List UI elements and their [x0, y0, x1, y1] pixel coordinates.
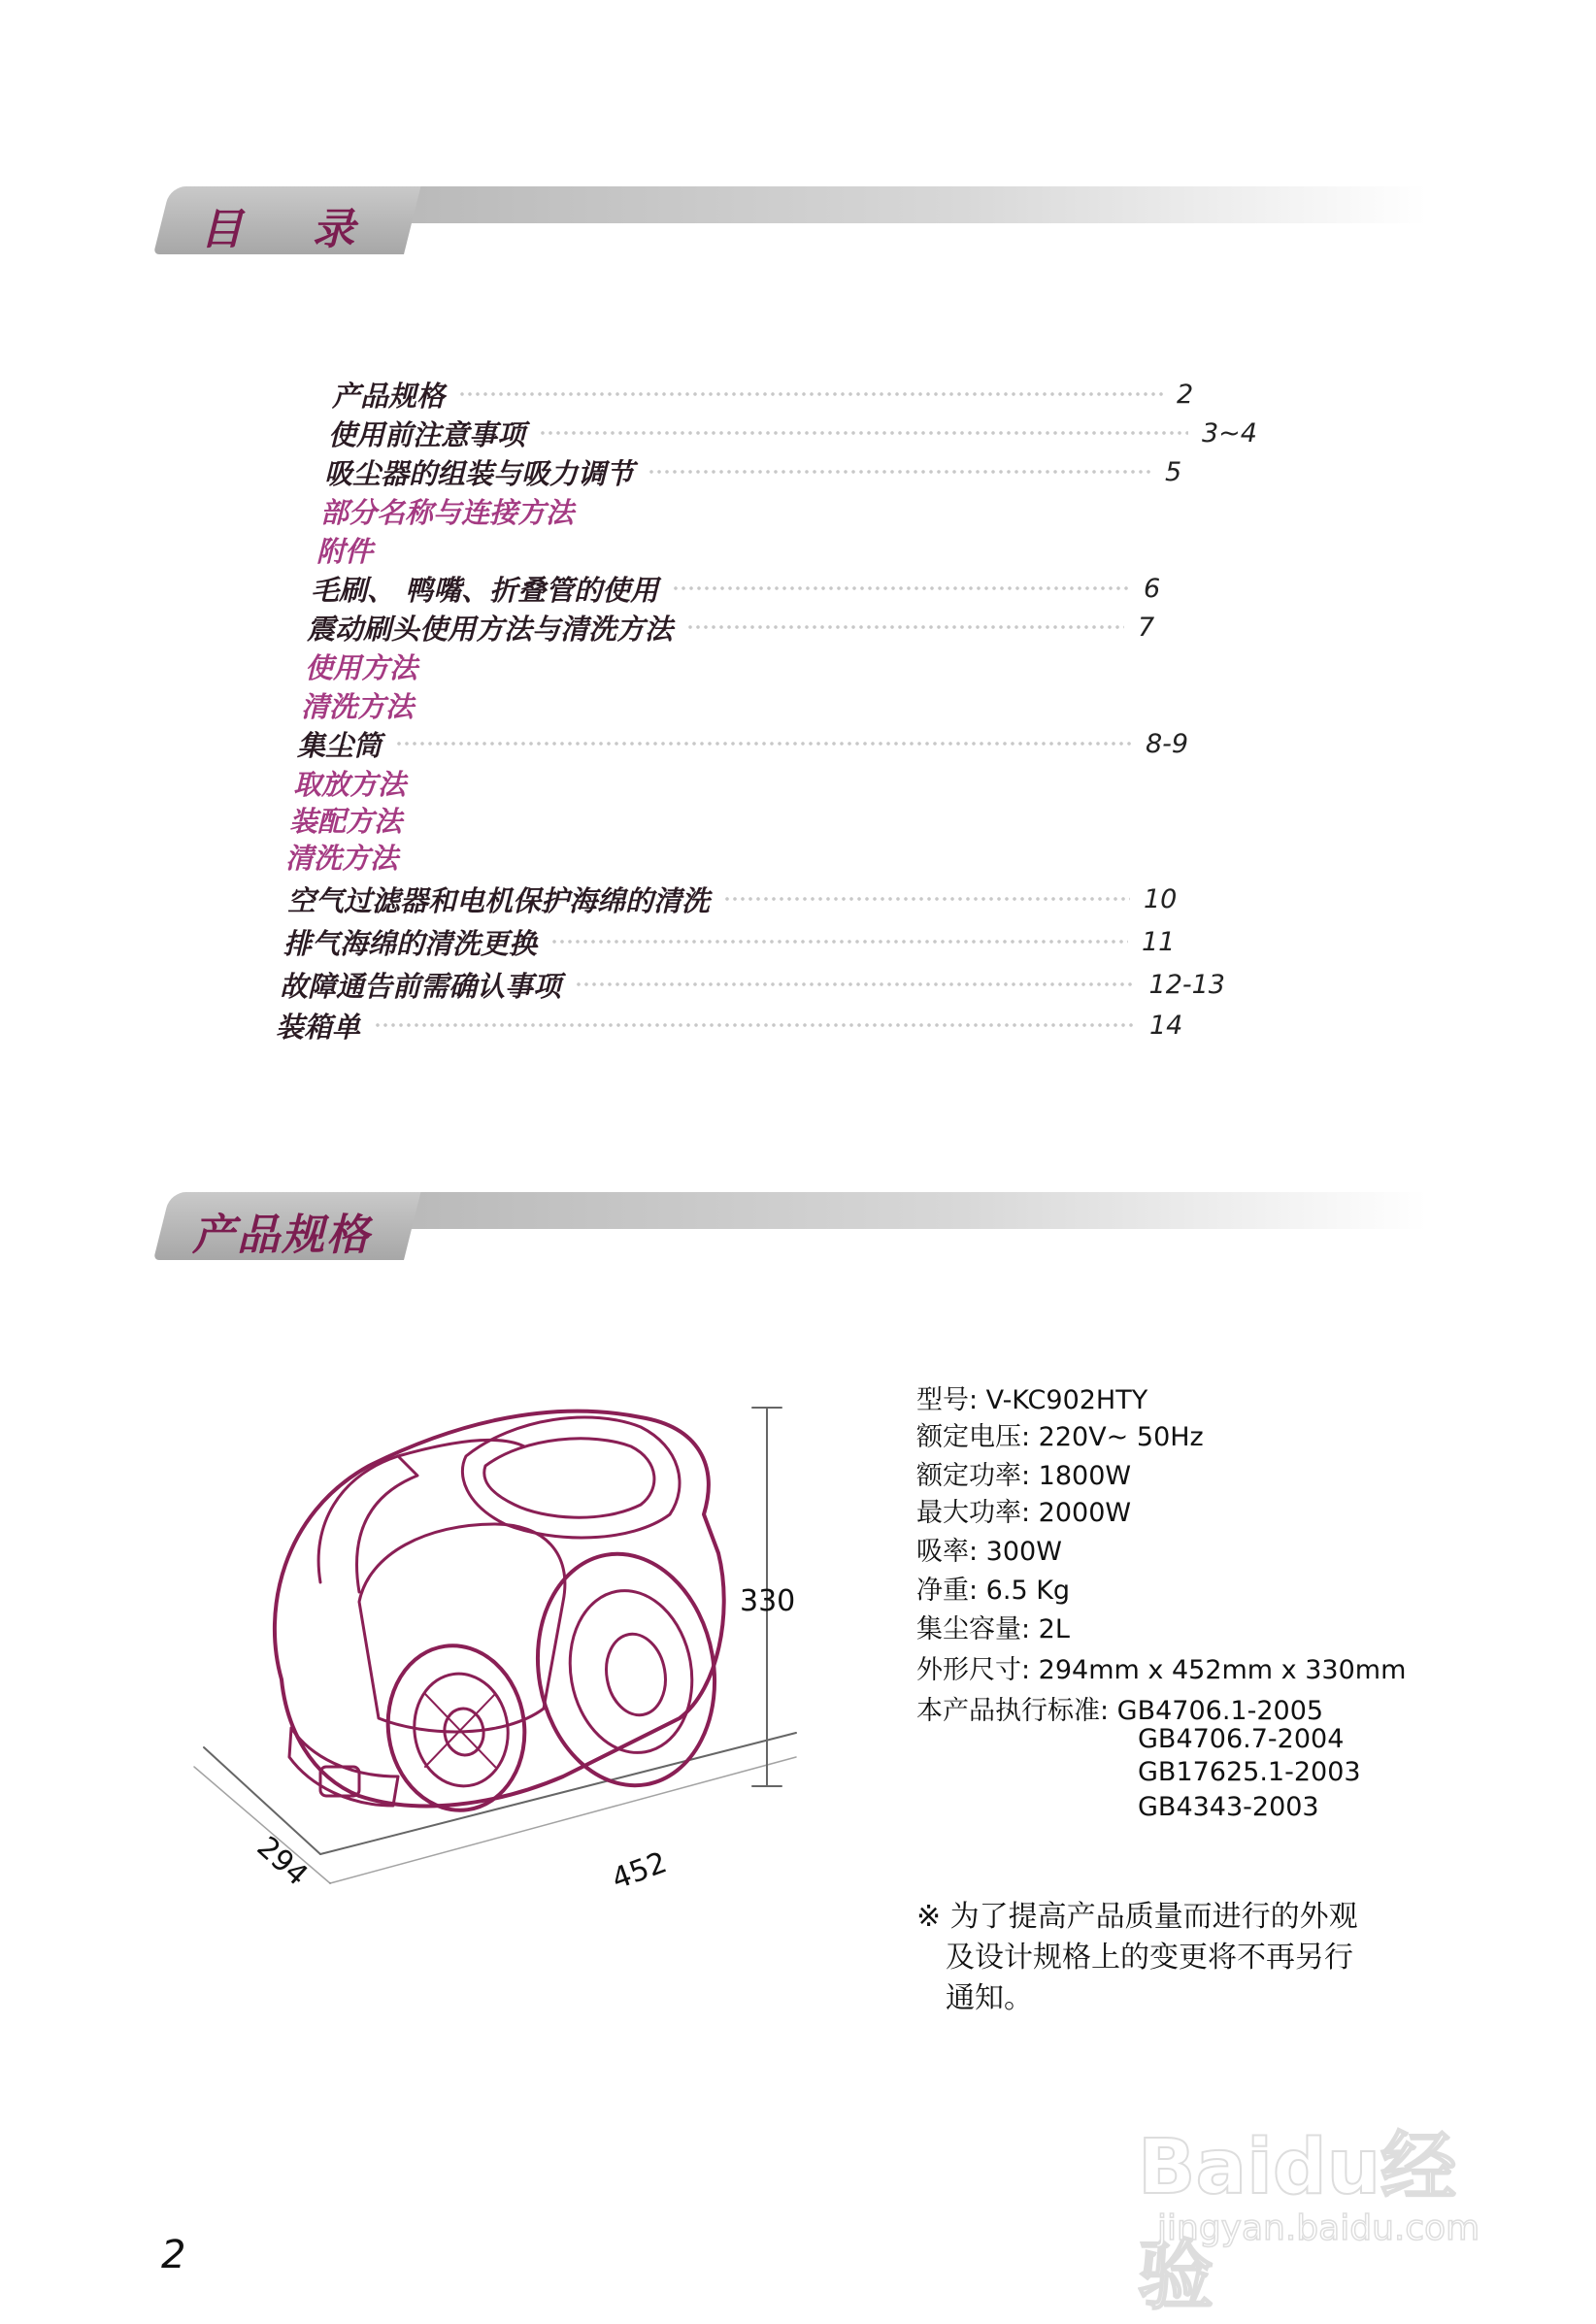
toc-entry-label: 附件 — [316, 534, 374, 568]
dot-leader — [539, 431, 1188, 435]
header-bar — [396, 186, 1427, 223]
toc-entry[interactable] — [287, 881, 1202, 916]
dot-leader — [458, 392, 1163, 396]
toc-entry-page: 3~4 — [1202, 417, 1257, 448]
toc-entry[interactable] — [332, 377, 1235, 412]
dot-leader — [723, 897, 1130, 901]
dot-leader — [575, 982, 1136, 986]
toc-entry[interactable] — [328, 415, 1260, 450]
note-line: 通知。 — [946, 1981, 1033, 2015]
toc-entry[interactable] — [324, 454, 1223, 489]
spec-line: 吸率: 300W — [916, 1537, 1062, 1567]
toc-entry[interactable] — [320, 493, 574, 528]
toc-entry[interactable] — [305, 648, 417, 683]
toc-entry-label: 毛刷、 鸭嘴、折叠管的使用 — [311, 573, 659, 607]
watermark-brand: Baidu经验 — [1138, 2124, 1457, 2320]
toc-entry-label: 排气海绵的清洗更换 — [283, 926, 538, 960]
toc-entry-page: 8-9 — [1146, 728, 1189, 759]
dot-leader — [648, 470, 1151, 474]
toc-entry-label: 产品规格 — [332, 379, 446, 413]
change-notice — [916, 1897, 1358, 2019]
spec-line: 集尘容量: 2L — [916, 1614, 1070, 1644]
toc-header — [153, 186, 1427, 254]
toc-entry-label: 取放方法 — [293, 767, 407, 801]
spec-header — [153, 1192, 1427, 1260]
spec-line: 最大功率: 2000W — [916, 1498, 1132, 1528]
toc-entry[interactable] — [285, 839, 398, 874]
toc-entry-label: 装箱单 — [276, 1010, 361, 1044]
note-line: ※ 为了提高产品质量而进行的外观 — [916, 1900, 1358, 1934]
toc-entry-page: 12-13 — [1148, 969, 1225, 1000]
toc-entry[interactable] — [283, 924, 1200, 959]
dot-leader — [672, 586, 1130, 590]
toc-entry-page: 5 — [1165, 456, 1182, 487]
toc-entry[interactable] — [311, 571, 1202, 606]
toc-entry-label: 使用前注意事项 — [328, 417, 526, 451]
toc-entry[interactable] — [276, 1008, 1208, 1043]
spec-line: 本产品执行标准: GB4706.1-2005 — [916, 1696, 1324, 1726]
toc-entry[interactable] — [301, 687, 414, 722]
spec-line: 净重: 6.5 Kg — [916, 1576, 1071, 1606]
toc-entry[interactable] — [293, 765, 406, 800]
watermark-site: jingyan.baidu.com — [1157, 2208, 1480, 2248]
toc-entry[interactable] — [289, 802, 402, 837]
spec-line: GB17625.1-2003 — [1138, 1757, 1361, 1787]
toc-title: 目 录 — [200, 205, 382, 254]
note-line: 及设计规格上的变更将不再另行 — [946, 1941, 1353, 1975]
spec-line: GB4343-2003 — [1138, 1792, 1319, 1822]
toc-entry[interactable] — [280, 967, 1225, 1002]
spec-line: GB4706.7-2004 — [1138, 1724, 1345, 1754]
dot-leader — [374, 1023, 1136, 1027]
toc-entry-page: 14 — [1149, 1010, 1183, 1041]
dimension-depth: 294 — [249, 1830, 315, 1893]
dot-leader — [395, 742, 1132, 746]
toc-entry-label: 震动刷头使用方法与清洗方法 — [307, 612, 674, 646]
toc-entry-label: 使用方法 — [305, 650, 418, 684]
dot-leader — [686, 625, 1124, 629]
toc-entry-page: 6 — [1144, 573, 1161, 604]
toc-entry-label: 故障通告前需确认事项 — [280, 969, 562, 1003]
toc-entry[interactable] — [297, 726, 1204, 761]
toc-entry-label: 清洗方法 — [301, 689, 415, 723]
dimension-width: 452 — [607, 1845, 672, 1897]
spec-line: 型号: V-KC902HTY — [916, 1385, 1148, 1415]
page-number: 2 — [161, 2233, 186, 2277]
dimension-height: 330 — [740, 1584, 796, 1618]
dot-leader — [550, 940, 1128, 944]
toc-entry-label: 清洗方法 — [285, 841, 399, 875]
spec-line: 额定电压: 220V~ 50Hz — [916, 1422, 1204, 1452]
toc-entry-page: 10 — [1144, 883, 1178, 914]
toc-entry-label: 装配方法 — [289, 804, 403, 838]
toc-entry-page: 11 — [1142, 926, 1176, 957]
toc-entry-label: 集尘筒 — [297, 728, 382, 762]
watermark — [1138, 2077, 1526, 2320]
toc-entry[interactable] — [307, 610, 1196, 645]
vacuum-cleaner-illustration — [175, 1359, 854, 2000]
header-bar — [396, 1192, 1427, 1229]
toc-entry-page: 2 — [1177, 379, 1194, 410]
toc-entry-label: 部分名称与连接方法 — [320, 495, 575, 529]
spec-title: 产品规格 — [192, 1211, 371, 1260]
toc-entry[interactable] — [316, 532, 373, 567]
spec-line: 外形尺寸: 294mm x 452mm x 330mm — [916, 1655, 1407, 1685]
spec-line: 额定功率: 1800W — [916, 1461, 1132, 1491]
toc-entry-label: 吸尘器的组装与吸力调节 — [324, 456, 635, 490]
toc-entry-label: 空气过滤器和电机保护海绵的清洗 — [287, 883, 711, 917]
toc-entry-page: 7 — [1138, 612, 1155, 643]
